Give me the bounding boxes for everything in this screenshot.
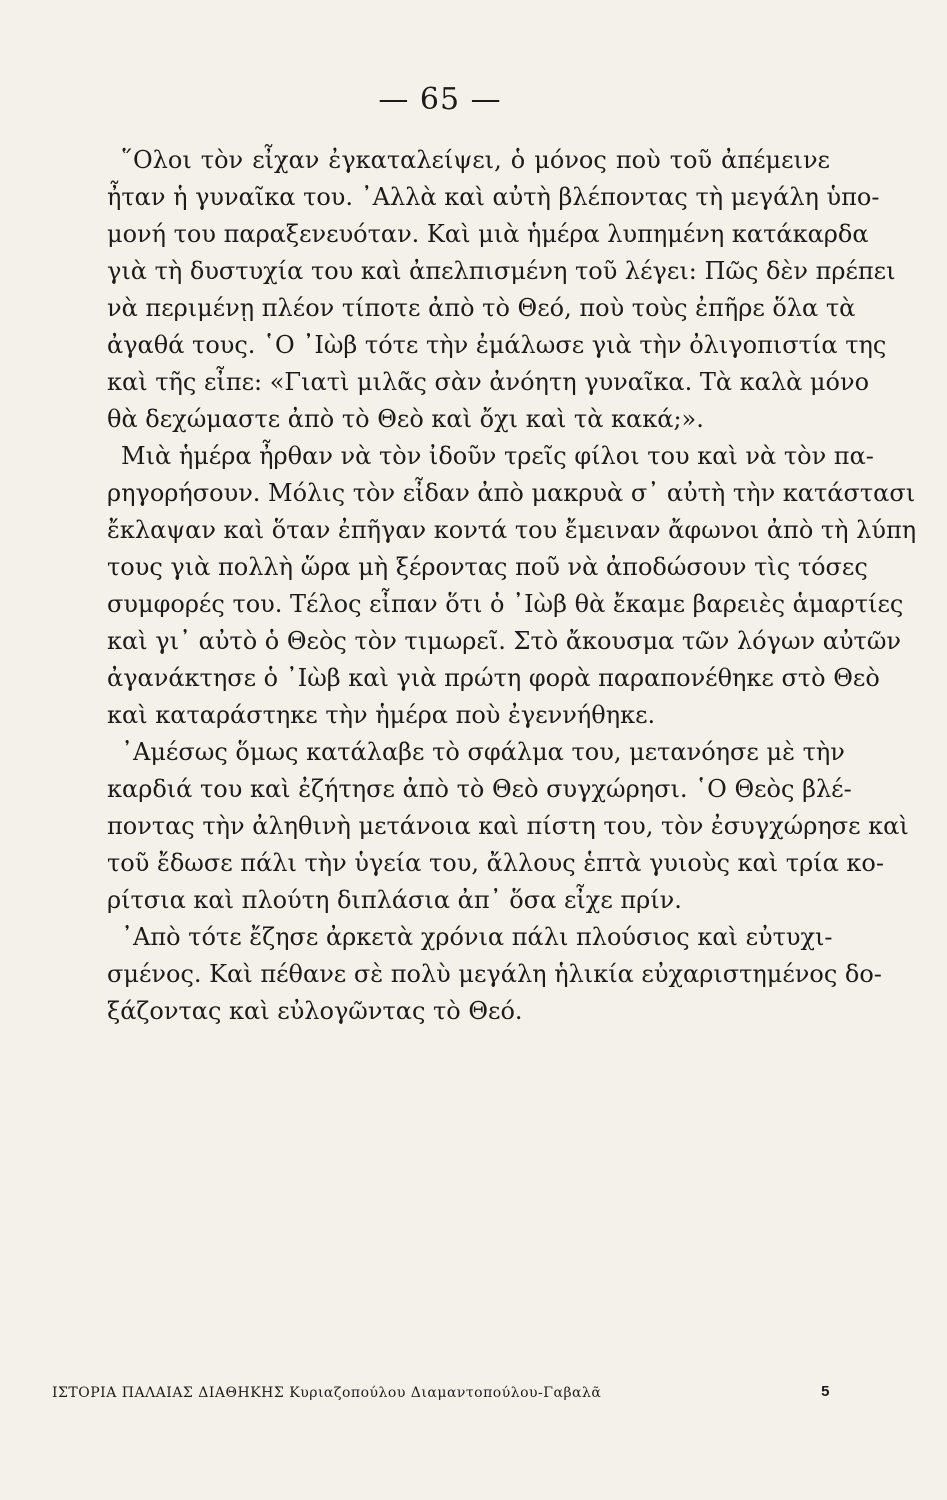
text-line: καὶ καταράστηκε τὴν ἡμέρα ποὺ ἐγεννήθηκε. <box>107 701 656 729</box>
paragraph <box>107 142 896 438</box>
text-line: γιὰ τὴ δυστυχία του καὶ ἀπελπισμένη τοῦ λέγει: Πῶς δὲν πρέπει <box>107 257 896 285</box>
text-line: Μιὰ ἡμέρα ἦρθαν νὰ τὸν ἰδοῦν τρεῖς φίλοι του καὶ νὰ τὸν πα- <box>121 442 874 470</box>
text-line: ποντας τὴν ἀληθινὴ μετάνοια καὶ πίστη του, τὸν ἐσυγχώρησε καὶ <box>107 812 909 840</box>
page-number: — 65 — <box>378 82 502 117</box>
text-line: ῞Ολοι τὸν εἶχαν ἐγκαταλείψει, ὁ μόνος ποὺ τοῦ ἀπέμεινε <box>121 146 830 174</box>
text-line: ἀγαθά τους. ῾Ο ᾿Ιὼβ τότε τὴν ἐμάλωσε γιὰ τὴν ὀλιγοπιστία της <box>107 331 887 359</box>
footer-book-title: ΙΣΤΟΡΙΑ ΠΑΛΑΙΑΣ ΔΙΑΘΗΚΗΣ Κυριαζοπούλου Διαμαντοπούλου-Γαβαλᾶ <box>52 1385 602 1401</box>
text-line: νὰ περιμένῃ πλέον τίποτε ἀπὸ τὸ Θεό, ποὺ τοὺς ἐπῆρε ὅλα τὰ <box>107 294 856 322</box>
body-text <box>107 142 917 1030</box>
text-line: ξάζοντας καὶ εὐλογῶντας τὸ Θεό. <box>107 997 523 1025</box>
text-line: τους γιὰ πολλὴ ὥρα μὴ ξέροντας ποῦ νὰ ἀποδώσουν τὶς τόσες <box>107 553 868 581</box>
footer-signature-mark: 5 <box>821 1383 830 1400</box>
text-line: θὰ δεχώμαστε ἀπὸ τὸ Θεὸ καὶ ὄχι καὶ τὰ κακά;». <box>107 405 704 433</box>
text-line: ἀγανάκτησε ὁ ᾿Ιὼβ καὶ γιὰ πρώτη φορὰ παραπονέθηκε στὸ Θεὸ <box>107 664 880 692</box>
text-line: καὶ τῆς εἶπε: «Γιατὶ μιλᾶς σὰν ἀνόητη γυναῖκα. Τὰ καλὰ μόνο <box>107 368 870 396</box>
text-line: μονή του παραξενευόταν. Καὶ μιὰ ἡμέρα λυπημένη κατάκαρδα <box>107 220 869 248</box>
text-line: τοῦ ἔδωσε πάλι τὴν ὑγεία του, ἄλλους ἑπτὰ γυιοὺς καὶ τρία κο- <box>107 849 884 877</box>
text-line: συμφορές του. Τέλος εἶπαν ὅτι ὁ ᾿Ιὼβ θὰ ἔκαμε βαρειὲς ἁμαρτίες <box>107 590 904 618</box>
text-line: ρίτσια καὶ πλούτη διπλάσια ἀπ᾿ ὅσα εἶχε πρίν. <box>107 886 682 914</box>
text-line: ρηγορήσουν. Μόλις τὸν εἶδαν ἀπὸ μακρυὰ σ᾿ αὐτὴ τὴν κατάστασι <box>107 479 916 507</box>
text-line: ἦταν ἡ γυναῖκα του. ᾿Αλλὰ καὶ αὐτὴ βλέποντας τὴ μεγάλη ὑπο- <box>107 183 880 211</box>
text-line: σμένος. Καὶ πέθανε σὲ πολὺ μεγάλη ἡλικία εὐχαριστημένος δο- <box>107 960 882 988</box>
text-line: ᾿Απὸ τότε ἔζησε ἀρκετὰ χρόνια πάλι πλούσιος καὶ εὐτυχι- <box>121 923 833 951</box>
paragraph <box>107 438 917 734</box>
paragraph <box>107 919 882 1030</box>
text-line: ἔκλαψαν καὶ ὅταν ἐπῆγαν κοντά του ἔμειναν ἄφωνοι ἀπὸ τὴ λύπη <box>107 516 917 544</box>
paragraph <box>107 734 909 919</box>
text-line: καὶ γι᾿ αὐτὸ ὁ Θεὸς τὸν τιμωρεῖ. Στὸ ἄκουσμα τῶν λόγων αὐτῶν <box>107 627 901 655</box>
text-line: ᾿Αμέσως ὅμως κατάλαβε τὸ σφάλμα του, μετανόησε μὲ τὴν <box>121 738 845 766</box>
text-line: καρδιά του καὶ ἐζήτησε ἀπὸ τὸ Θεὸ συγχώρησι. ῾Ο Θεὸς βλέ- <box>107 775 852 803</box>
